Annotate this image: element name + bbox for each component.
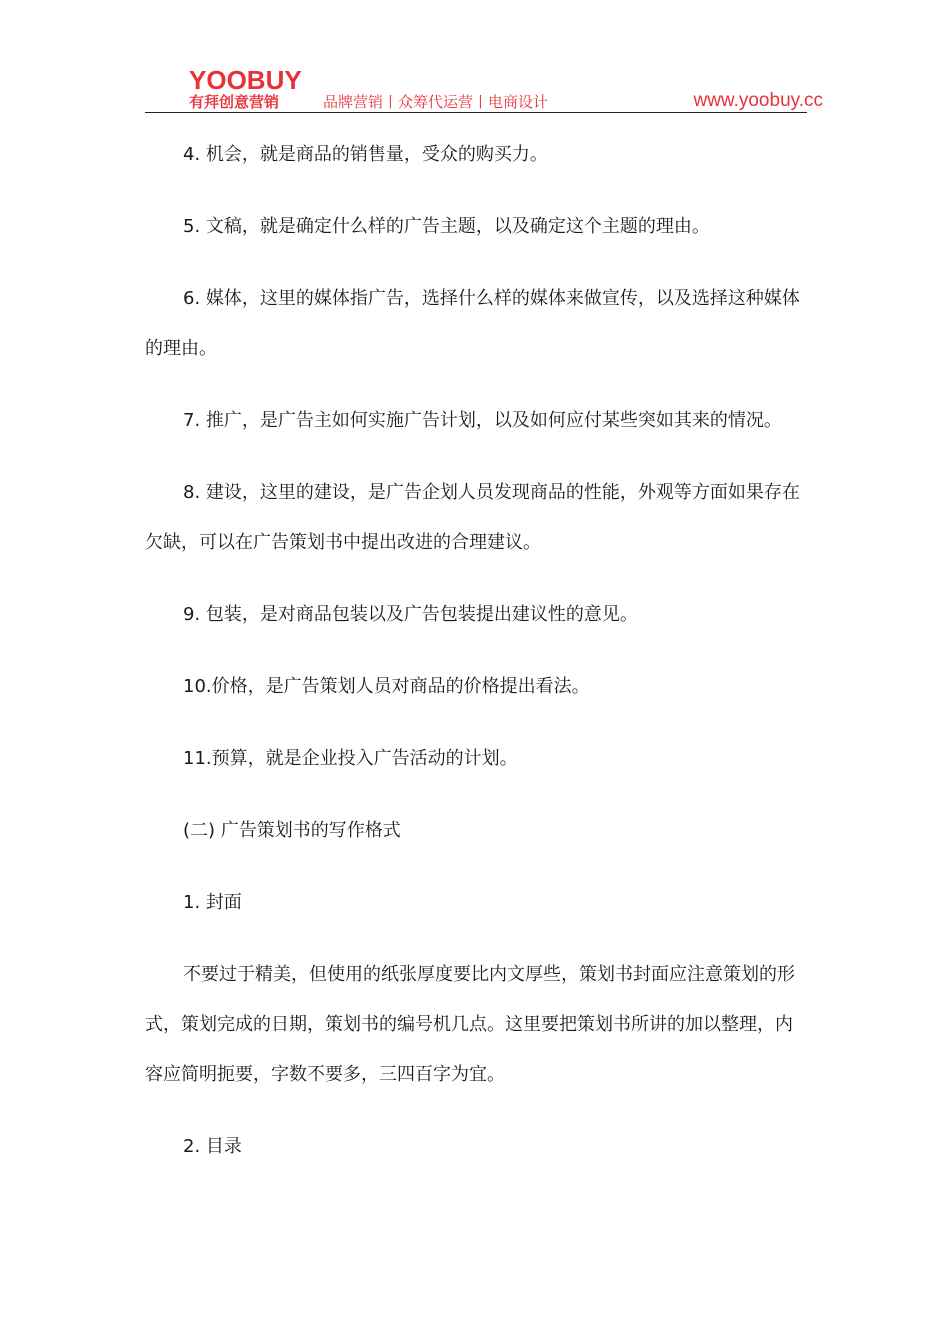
logo-subtitle: 有拜创意营销 [189,93,280,111]
section-heading-format: (二) 广告策划书的写作格式 [183,820,401,841]
site-url-link[interactable]: www.yoobuy.cc [693,90,823,111]
paragraph-construction: 8. 建设，这里的建设，是广告企划人员发现商品的性能，外观等方面如果存在欠缺，可以在广告策划书中提出改进的合理建议。 [145,482,800,553]
paragraph-budget: 11.预算，就是企业投入广告活动的计划。 [183,748,518,769]
paragraph-opportunity: 4. 机会，就是商品的销售量，受众的购买力。 [183,144,548,165]
paragraph-cover-detail: 不要过于精美，但使用的纸张厚度要比内文厚些，策划书封面应注意策划的形式，策划完成的日期，策划书的编号机几点。这里要把策划书所讲的加以整理，内容应简明扼要，字数不要多，三四百字为宜。 [145,964,795,1085]
header-tagline: 品牌营销丨众筹代运营丨电商设计 [323,93,549,111]
paragraph-media: 6. 媒体，这里的媒体指广告，选择什么样的媒体来做宣传，以及选择这种媒体的理由。 [145,288,800,359]
yoobuy-logo [189,65,302,111]
header-divider [145,112,807,113]
subheading-contents: 2. 目录 [183,1136,242,1157]
logo-mark: YOOBUY [189,65,302,95]
document-body [145,130,807,1194]
paragraph-packaging: 9. 包装，是对商品包装以及广告包装提出建议性的意见。 [183,604,638,625]
paragraph-promotion: 7. 推广，是广告主如何实施广告计划，以及如何应付某些突如其来的情况。 [183,410,782,431]
paragraph-copy: 5. 文稿，就是确定什么样的广告主题，以及确定这个主题的理由。 [183,216,710,237]
paragraph-price: 10.价格，是广告策划人员对商品的价格提出看法。 [183,676,590,697]
page-header [145,66,825,116]
subheading-cover: 1. 封面 [183,892,242,913]
